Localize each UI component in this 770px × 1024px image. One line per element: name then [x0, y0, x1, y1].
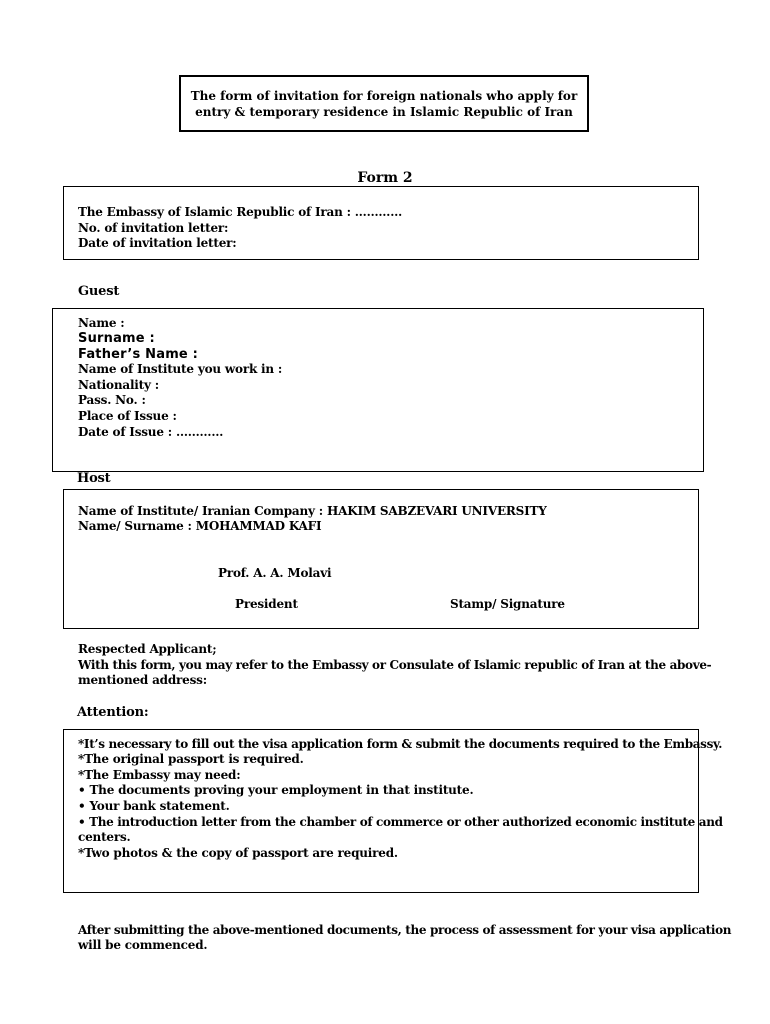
- notice-line-3: mentioned address:: [78, 673, 207, 687]
- host-label: Host: [77, 471, 111, 486]
- document-title: [181, 88, 587, 120]
- host-signatory: Prof. A. A. Molavi: [218, 566, 332, 580]
- title-line-1: The form of invitation for foreign nationals who apply for: [190, 89, 578, 103]
- title-box: [179, 75, 589, 132]
- footer-line-1: After submitting the above-mentioned documents, the process of assessment for your visa application: [78, 923, 732, 937]
- notice-greeting: Respected Applicant;: [78, 642, 217, 656]
- invitation-letter-no: No. of invitation letter:: [78, 221, 229, 235]
- guest-father-name-field: Father’s Name :: [78, 347, 199, 362]
- attention-item: • Your bank statement.: [78, 799, 230, 813]
- form-label: Form 2: [357, 170, 413, 186]
- guest-label: Guest: [78, 284, 120, 299]
- notice-line-2: With this form, you may refer to the Embassy or Consulate of Islamic republic of Iran at the above-: [78, 658, 712, 672]
- attention-item: *It’s necessary to fill out the visa application form & submit the documents required to the Embassy.: [78, 737, 723, 751]
- attention-item: • The documents proving your employment in that institute.: [78, 783, 474, 797]
- host-position: President: [235, 597, 298, 611]
- host-name-field: Name/ Surname : MOHAMMAD KAFI: [78, 519, 322, 533]
- attention-item: *The Embassy may need:: [78, 768, 241, 782]
- guest-surname-field: Surname :: [78, 331, 155, 346]
- attention-item: centers.: [78, 830, 131, 844]
- guest-nationality-field: Nationality :: [78, 378, 159, 392]
- attention-item: *The original passport is required.: [78, 752, 304, 766]
- host-institute-field: Name of Institute/ Iranian Company : HAKIM SABZEVARI UNIVERSITY: [78, 504, 547, 518]
- guest-name-field: Name :: [78, 316, 125, 330]
- stamp-signature-label: Stamp/ Signature: [450, 597, 565, 611]
- guest-pass-no-field: Pass. No. :: [78, 393, 146, 407]
- attention-item: *Two photos & the copy of passport are required.: [78, 846, 398, 860]
- attention-label: Attention:: [77, 705, 149, 720]
- guest-institute-field: Name of Institute you work in :: [78, 362, 283, 376]
- title-line-2: entry & temporary residence in Islamic Republic of Iran: [195, 105, 573, 119]
- embassy-line: The Embassy of Islamic Republic of Iran : …………: [78, 205, 403, 219]
- footer-line-2: will be commenced.: [78, 938, 208, 952]
- attention-item: • The introduction letter from the chamber of commerce or other authorized economic institute and: [78, 815, 723, 829]
- guest-place-of-issue-field: Place of Issue :: [78, 409, 177, 423]
- invitation-letter-date: Date of invitation letter:: [78, 236, 237, 250]
- guest-date-of-issue-field: Date of Issue : …………: [78, 425, 224, 439]
